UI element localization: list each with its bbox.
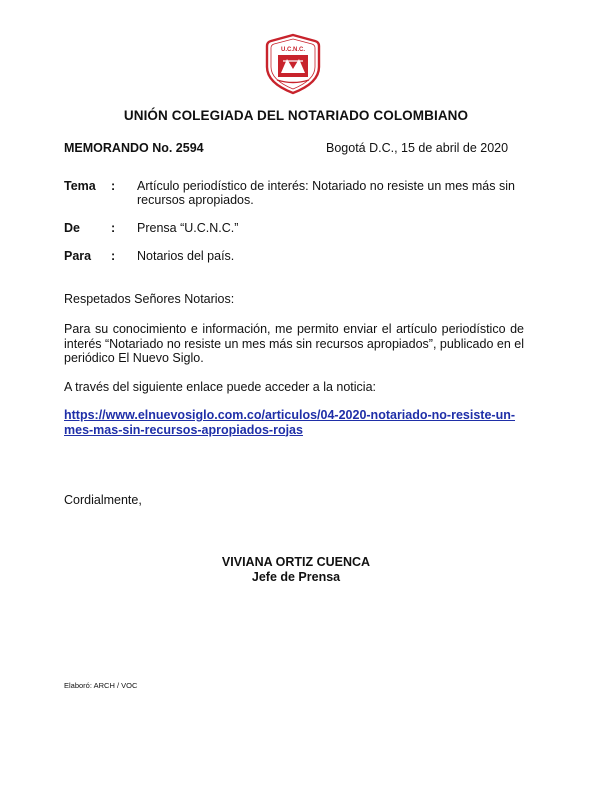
body-paragraph-2: A través del siguiente enlace puede acceder a la noticia: — [64, 380, 377, 394]
field-label-de: De — [64, 221, 80, 235]
field-value-tema: Artículo periodístico de interés: Notariado no resiste un mes más sin recursos apropiados. — [137, 179, 515, 207]
memo-date: Bogotá D.C., 15 de abril de 2020 — [326, 141, 509, 155]
signature-name: VIVIANA ORTIZ CUENCA — [221, 555, 371, 569]
field-value-para: Notarios del país. — [137, 249, 235, 263]
field-value-de: Prensa “U.C.N.C.” — [137, 221, 239, 235]
ucnc-seal-logo — [263, 33, 323, 95]
seal-text: U.C.N.C. — [281, 47, 305, 53]
greeting: Respetados Señores Notarios: — [64, 292, 235, 306]
closing: Cordialmente, — [64, 493, 142, 507]
body-paragraph-1: Para su conocimiento e información, me permito enviar el artículo periodístico de interés “Notariado no resiste un mes más sin recursos apropiados”, publicado en el periódico El Nuevo Siglo. — [64, 322, 524, 365]
field-colon-tema: : — [111, 179, 116, 193]
signature-role: Jefe de Prensa — [251, 570, 341, 584]
elaboro-footer: Elaboró: ARCH / VOC — [64, 681, 138, 690]
field-label-tema: Tema — [64, 179, 96, 193]
news-article-link[interactable]: https://www.elnuevosiglo.com.co/articulos/04-2020-notariado-no-resiste-un-mes-mas-sin-recursos-apropiados-rojas — [64, 408, 516, 437]
organization-title: UNIÓN COLEGIADA DEL NOTARIADO COLOMBIANO — [123, 108, 469, 123]
memo-number: MEMORANDO No. 2594 — [64, 141, 204, 155]
field-label-para: Para — [64, 249, 92, 263]
field-colon-para: : — [111, 249, 116, 263]
field-colon-de: : — [111, 221, 116, 235]
